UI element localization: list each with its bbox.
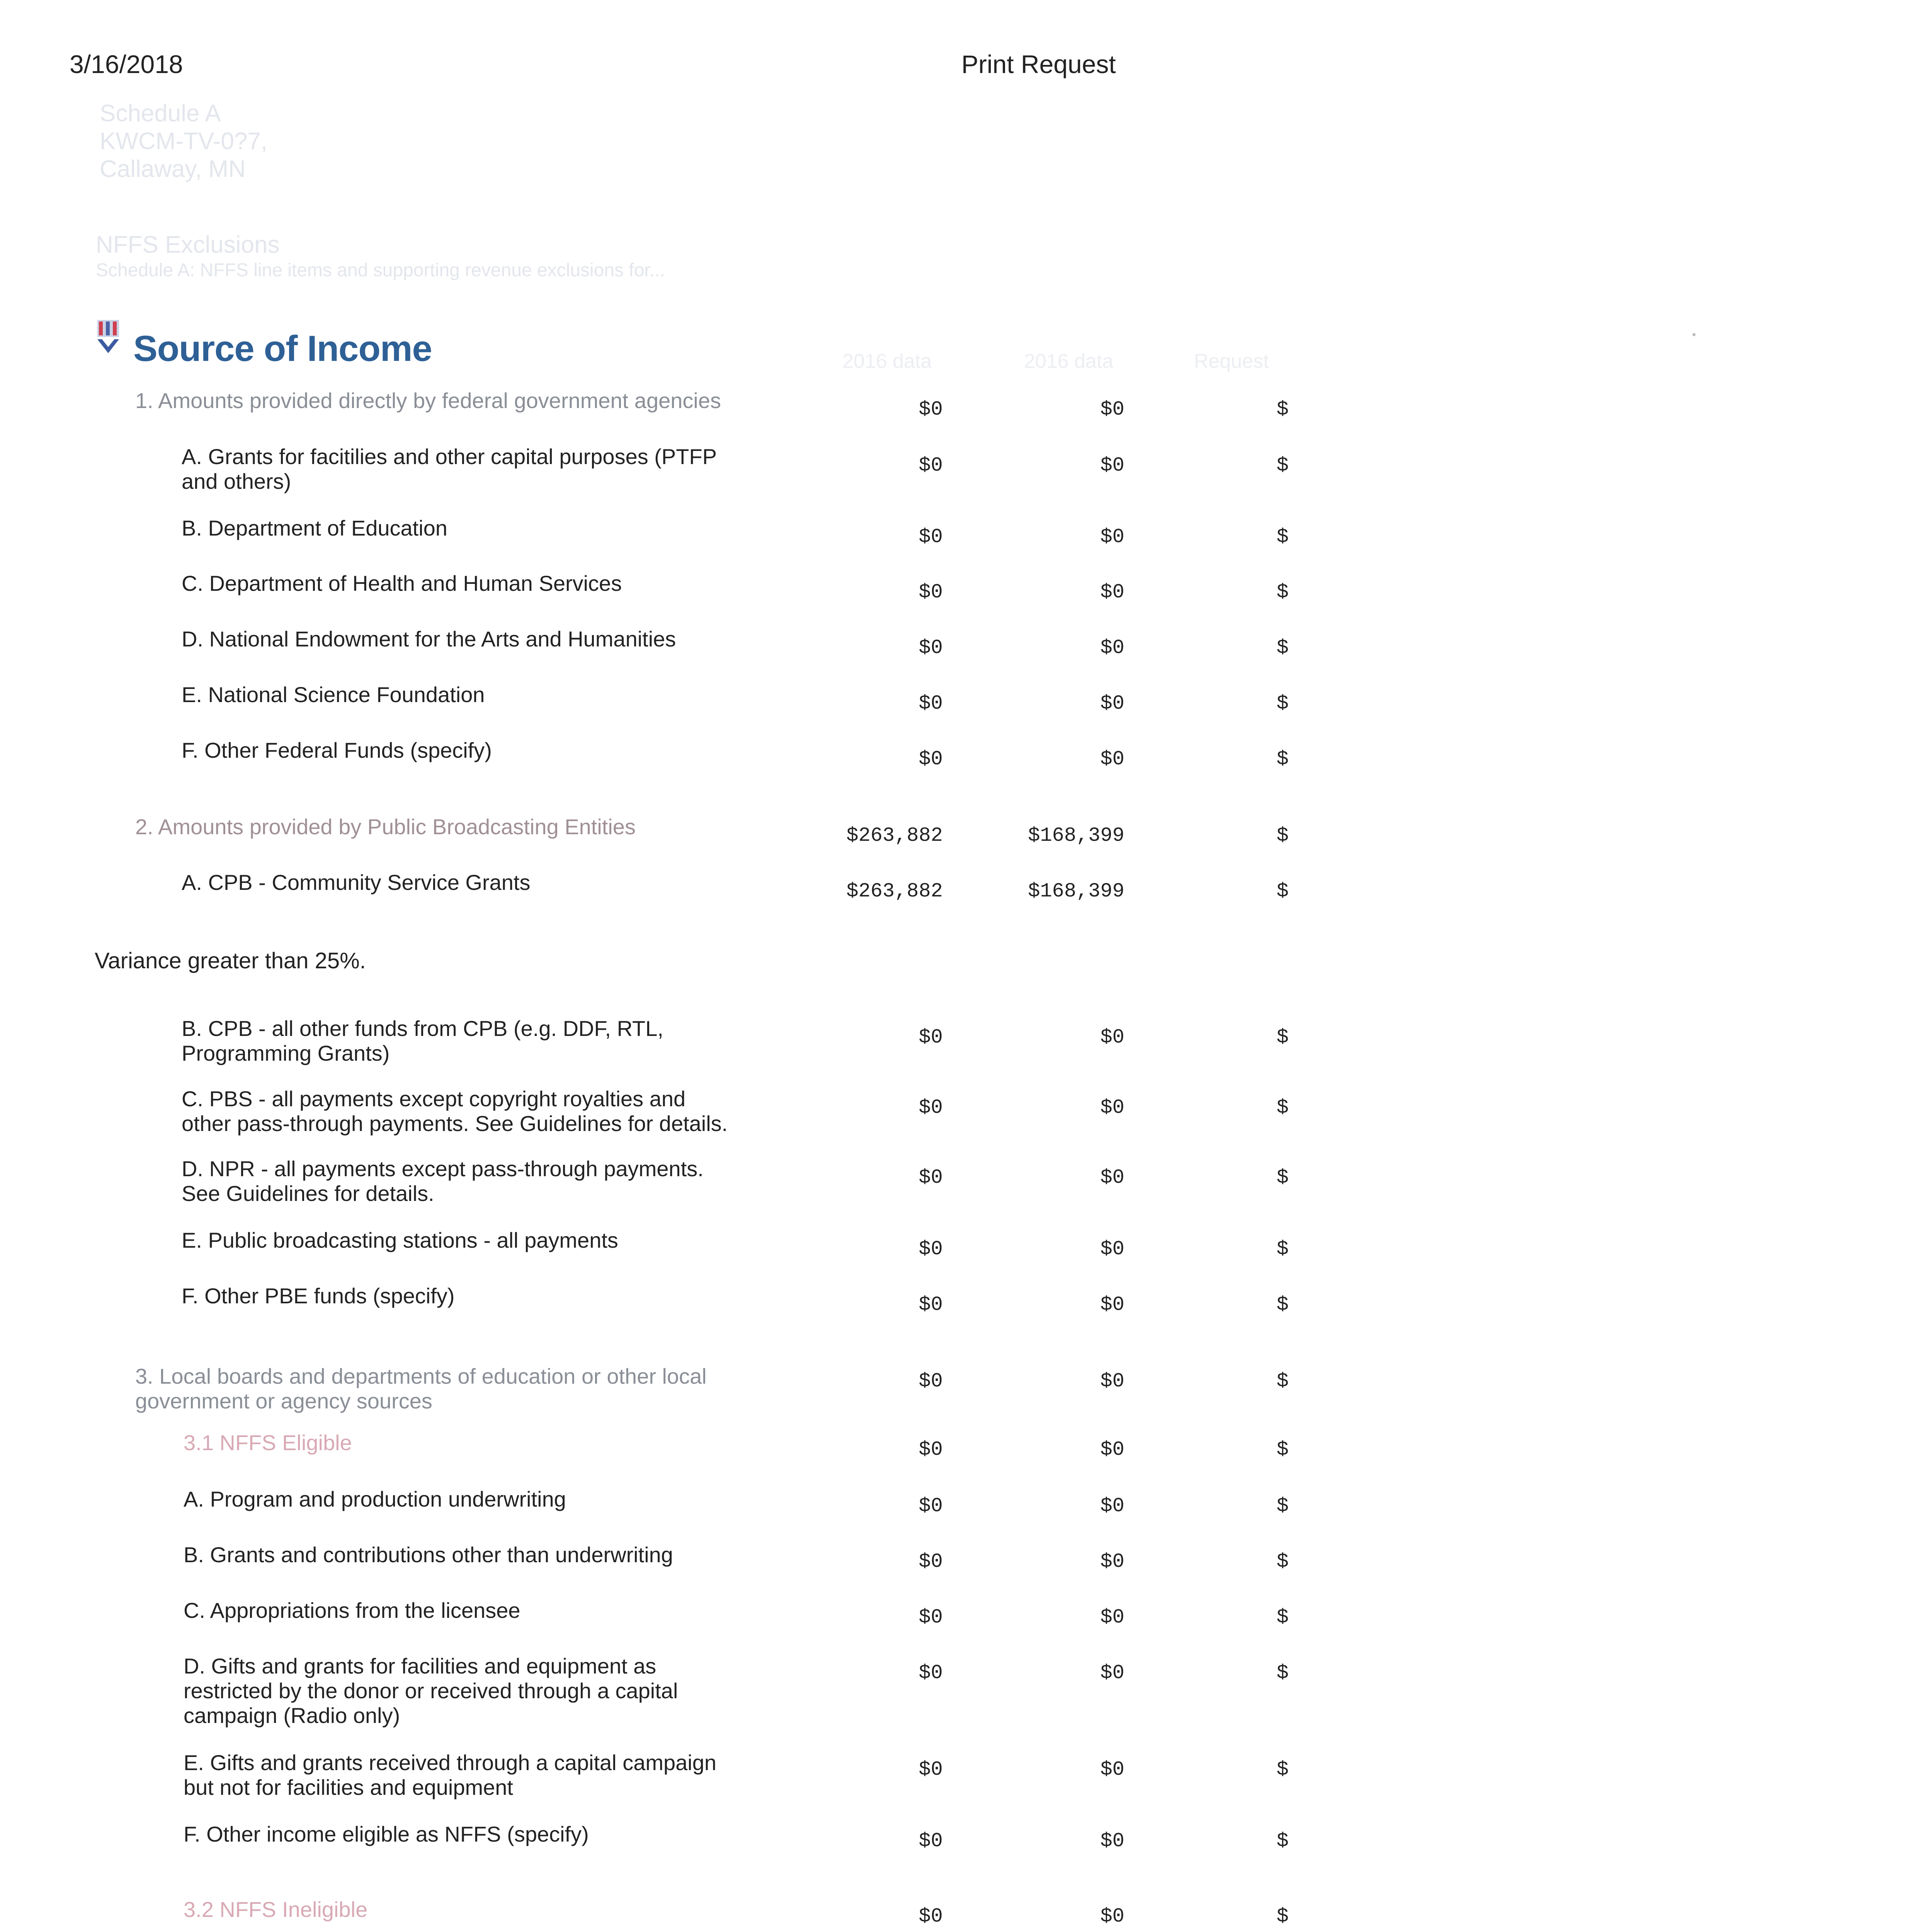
row-label-line: D. Gifts and grants for facilities and equipment as: [184, 1654, 656, 1678]
row-label-line: 3.2 NFFS Ineligible: [184, 1897, 368, 1922]
value-request: $: [1276, 824, 1289, 847]
value-2015: $0: [1100, 1662, 1124, 1684]
faded-line: Schedule A: NFFS line items and supporting revenue exclusions for...: [96, 260, 665, 281]
value-2015: $0: [1100, 581, 1124, 604]
value-2016: $0: [918, 454, 943, 477]
value-request: $: [1276, 1293, 1289, 1316]
value-request: $: [1276, 692, 1289, 715]
value-2016: $0: [918, 1293, 943, 1316]
value-2015: $0: [1100, 1238, 1124, 1260]
value-2015: $0: [1100, 636, 1124, 659]
row-label-line: B. Grants and contributions other than underwriting: [184, 1543, 673, 1567]
row-label: [135, 815, 746, 839]
value-2015: $0: [1100, 1830, 1124, 1852]
value-2015: $0: [1100, 692, 1124, 715]
row-label: [184, 1430, 794, 1455]
row-label: [135, 388, 746, 413]
row-label: [182, 571, 792, 596]
row-label-line: D. NPR - all payments except pass-through payments.: [182, 1156, 704, 1181]
value-2015: $0: [1100, 398, 1124, 421]
value-2015: $0: [1100, 1550, 1124, 1573]
row-label-line: campaign (Radio only): [184, 1703, 400, 1728]
row-label: [184, 1487, 794, 1512]
row-label: [182, 1156, 792, 1206]
row-label-line: A. Program and production underwriting: [184, 1487, 566, 1511]
faded-line: KWCM-TV-0?7,: [100, 128, 268, 155]
value-2015: $0: [1100, 1758, 1124, 1781]
value-2015: $168,399: [1028, 880, 1124, 903]
row-label-line: but not for facilities and equipment: [184, 1775, 513, 1799]
value-2015: $0: [1100, 1293, 1124, 1316]
row-label: [184, 1654, 794, 1728]
speck-mark: [1692, 333, 1696, 336]
value-2015: $0: [1100, 1370, 1124, 1393]
value-2015: $0: [1100, 1166, 1124, 1189]
row-label-line: 2. Amounts provided by Public Broadcasting Entities: [135, 815, 636, 839]
value-request: $: [1276, 526, 1289, 548]
row-label-line: C. Department of Health and Human Services: [182, 571, 622, 595]
value-request: $: [1276, 1438, 1289, 1461]
faded-line: Schedule A: [100, 100, 221, 127]
row-label-line: B. Department of Education: [182, 516, 447, 540]
row-label-line: Variance greater than 25%.: [95, 948, 366, 973]
value-2015: $0: [1100, 1438, 1124, 1461]
row-label: [182, 870, 792, 895]
value-request: $: [1276, 636, 1289, 659]
row-label: [182, 627, 792, 651]
value-request: $: [1276, 1550, 1289, 1573]
column-header: 2016 data: [842, 350, 932, 372]
faded-line: Callaway, MN: [100, 156, 246, 182]
value-2015: $0: [1100, 1495, 1124, 1517]
value-request: $: [1276, 1238, 1289, 1260]
value-2015: $0: [1100, 1905, 1124, 1928]
value-request: $: [1276, 1606, 1289, 1629]
value-2016: $0: [918, 581, 943, 604]
value-2016: $0: [918, 1905, 943, 1928]
value-2016: $0: [918, 748, 943, 770]
row-label-line: A. CPB - Community Service Grants: [182, 870, 531, 895]
row-label: [95, 949, 705, 973]
value-2016: $0: [918, 1096, 943, 1119]
value-2016: $0: [918, 1238, 943, 1260]
row-label-line: E. Gifts and grants received through a capital campaign: [184, 1750, 716, 1775]
faded-line: NFFS Exclusions: [96, 231, 280, 258]
row-label-line: 3. Local boards and departments of education or other local: [135, 1364, 707, 1388]
value-2016: $0: [918, 1495, 943, 1517]
value-2016: $0: [918, 1166, 943, 1189]
row-label: [182, 1087, 792, 1136]
section-title: Source of Income: [133, 328, 432, 369]
value-2016: $0: [918, 1606, 943, 1629]
value-request: $: [1276, 1830, 1289, 1852]
row-label-line: B. CPB - all other funds from CPB (e.g. DDF, RTL,: [182, 1016, 663, 1041]
column-header: 2016 data: [1024, 350, 1114, 372]
row-label-line: restricted by the donor or received through a capital: [184, 1679, 678, 1703]
row-label-line: D. National Endowment for the Arts and Humanities: [182, 627, 676, 651]
row-label-line: F. Other Federal Funds (specify): [182, 738, 492, 762]
value-2015: $168,399: [1028, 824, 1124, 847]
value-2016: $0: [918, 1830, 943, 1852]
row-label-line: Programming Grants): [182, 1041, 390, 1065]
value-request: $: [1276, 1758, 1289, 1781]
row-label-line: See Guidelines for details.: [182, 1181, 434, 1206]
value-request: $: [1276, 1495, 1289, 1517]
value-2016: $0: [918, 1550, 943, 1573]
schedule-icon: [96, 319, 121, 356]
row-label-line: other pass-through payments. See Guidelines for details.: [182, 1111, 728, 1136]
value-2016: $263,882: [846, 880, 943, 903]
value-request: $: [1276, 1096, 1289, 1119]
value-2016: $0: [918, 526, 943, 548]
value-request: $: [1276, 1166, 1289, 1189]
row-label-line: C. Appropriations from the licensee: [184, 1598, 520, 1622]
row-label: [135, 1364, 746, 1413]
value-request: $: [1276, 748, 1289, 770]
value-2015: $0: [1100, 454, 1124, 477]
row-label-line: and others): [182, 469, 291, 493]
row-label-line: A. Grants for facitilies and other capital purposes (PTFP: [182, 444, 717, 469]
value-2016: $263,882: [846, 824, 943, 847]
value-request: $: [1276, 1662, 1289, 1684]
value-request: $: [1276, 1026, 1289, 1049]
row-label-line: government or agency sources: [135, 1389, 432, 1413]
row-label-line: 3.1 NFFS Eligible: [184, 1430, 352, 1455]
column-header: Request: [1194, 350, 1269, 372]
print-title: Print Request: [961, 50, 1116, 78]
row-label: [184, 1822, 794, 1847]
print-date: 3/16/2018: [70, 50, 183, 78]
value-2015: $0: [1100, 1026, 1124, 1049]
value-request: $: [1276, 1905, 1289, 1928]
value-2016: $0: [918, 1438, 943, 1461]
value-request: $: [1276, 1370, 1289, 1393]
row-label-line: 1. Amounts provided directly by federal government agencies: [135, 388, 721, 413]
value-request: $: [1276, 880, 1289, 903]
row-label: [184, 1750, 794, 1800]
row-label-line: F. Other PBE funds (specify): [182, 1284, 455, 1308]
row-label: [182, 1016, 792, 1066]
row-label: [184, 1598, 794, 1623]
row-label-line: E. National Science Foundation: [182, 682, 485, 707]
value-2015: $0: [1100, 748, 1124, 770]
value-2016: $0: [918, 636, 943, 659]
row-label: [182, 1228, 792, 1253]
row-label: [184, 1543, 794, 1567]
value-2016: $0: [918, 692, 943, 715]
value-request: $: [1276, 398, 1289, 421]
row-label: [182, 444, 792, 494]
value-2016: $0: [918, 1026, 943, 1049]
value-2016: $0: [918, 398, 943, 421]
row-label: [182, 682, 792, 707]
row-label: [182, 1284, 792, 1308]
row-label-line: C. PBS - all payments except copyright royalties and: [182, 1087, 686, 1111]
value-2015: $0: [1100, 1606, 1124, 1629]
row-label: [182, 738, 792, 763]
row-label-line: F. Other income eligible as NFFS (specify): [184, 1822, 589, 1846]
value-request: $: [1276, 581, 1289, 604]
value-2016: $0: [918, 1370, 943, 1393]
value-2016: $0: [918, 1758, 943, 1781]
value-request: $: [1276, 454, 1289, 477]
row-label: [182, 516, 792, 541]
row-label-line: E. Public broadcasting stations - all payments: [182, 1228, 618, 1252]
row-label: [184, 1897, 794, 1922]
value-2015: $0: [1100, 526, 1124, 548]
value-2016: $0: [918, 1662, 943, 1684]
value-2015: $0: [1100, 1096, 1124, 1119]
